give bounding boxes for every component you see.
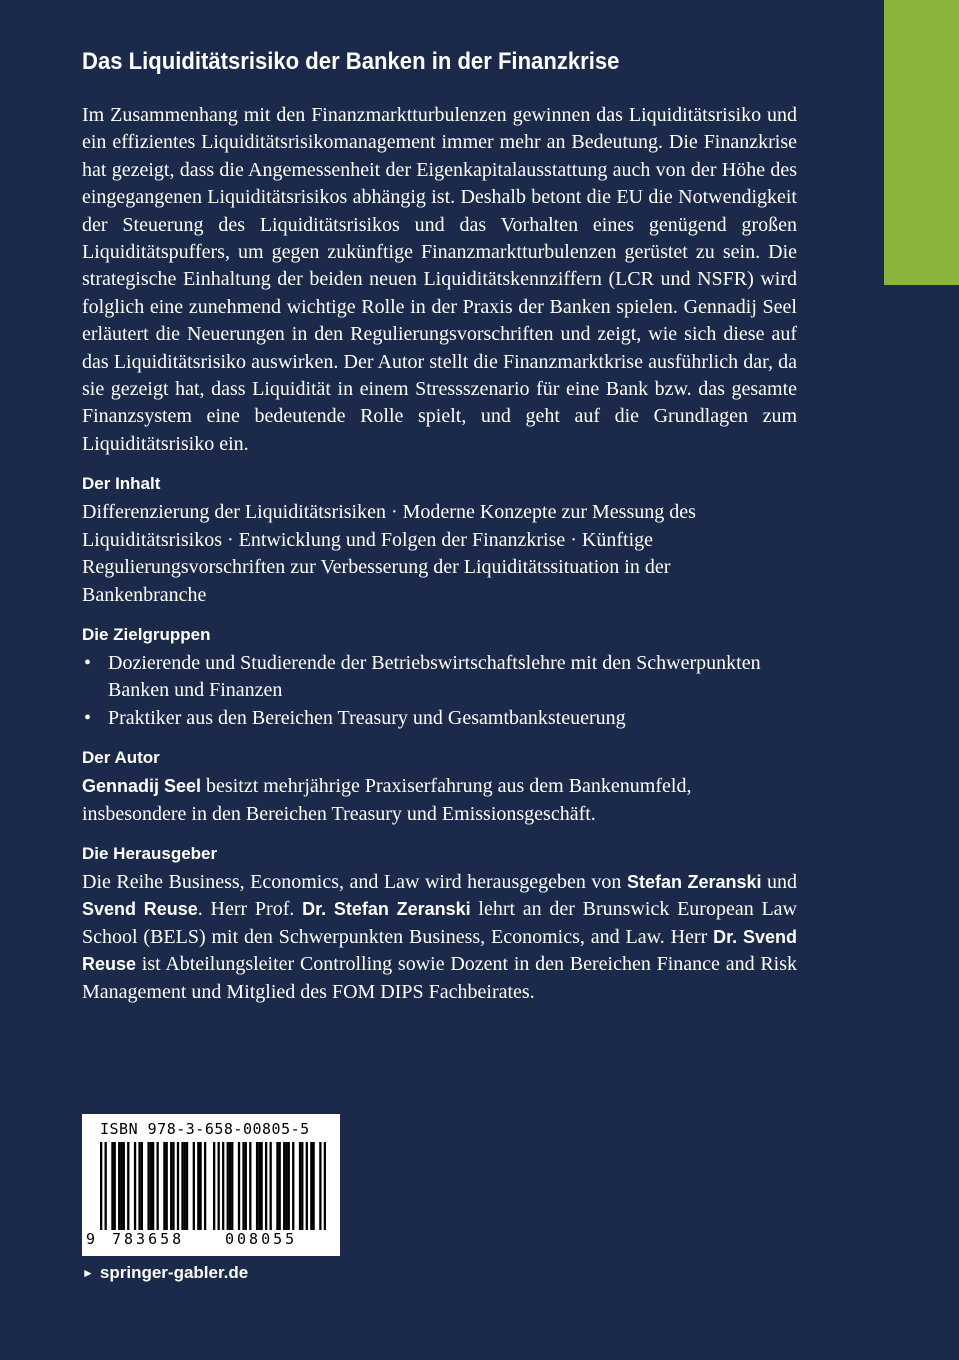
barcode-bar: [231, 1142, 233, 1230]
ean-right-digits: 008055: [225, 1230, 298, 1248]
herausgeber-text: [82, 869, 797, 1006]
arrow-right-icon: ►: [82, 1266, 94, 1280]
barcode-bar: [279, 1142, 281, 1230]
barcode-bar: [306, 1142, 308, 1230]
barcode-bar: [319, 1142, 321, 1230]
barcode-bar: [184, 1142, 186, 1230]
barcode-bar: [270, 1142, 272, 1230]
barcode-bar: [222, 1142, 224, 1230]
autor-text: [82, 773, 797, 828]
barcode-bar: [312, 1142, 314, 1230]
barcode-bar: [141, 1142, 143, 1230]
barcode-bar: [197, 1142, 199, 1230]
barcode-bar: [111, 1142, 113, 1230]
barcode-bar: [229, 1142, 231, 1230]
barcode-icon: [100, 1142, 326, 1230]
barcode-bar: [157, 1142, 159, 1230]
publisher-url: springer-gabler.de: [99, 1263, 249, 1282]
publisher-link[interactable]: [82, 1263, 248, 1283]
barcode-bar: [283, 1142, 285, 1230]
editor-name: Svend Reuse: [82, 899, 198, 920]
barcode-bar: [166, 1142, 168, 1230]
intro-paragraph: Im Zusammenhang mit den Finanzmarktturbulenzen gewinnen das Liquiditätsrisiko und ein effizientes Liquiditätsrisikomanagement immer mehr an Bedeutung. Die Finanzkrise hat gezeigt, dass die Angemessenheit der Eigenkapitalausstattung auch von der Höhe des eingegangenen Liquiditätsrisikos abhängig ist. Deshalb betont die EU die Notwendigkeit der Steuerung des Liquiditätsrisikos und das Vorhalten eines genügend großen Liquiditätspuffers, um gegen zukünftige Finanzmarktturbulenzen gerüstet zu sein. Die strategische Einhaltung der beiden neuen Liquiditätskennziffern (LCR und NSFR) wird folglich eine zunehmend wichtige Rolle in der Praxis der Banken spielen. Gennadij Seel erläutert die Neuerungen in den Regulierungsvorschriften und zeigt, wie sich diese auf das Liquiditätsrisiko auswirken. Der Autor stellt die Finanzmarktkrise ausführlich dar, da sie gezeigt hat, dass Liquidität in einem Stressszenario für eine Bank bzw. das gesamte Finanzsystem eine bedeutende Rolle spielt, und geht auf die Grundlagen zum Liquiditätsrisiko ein.: [82, 104, 797, 455]
ean-left-digits: 783658: [112, 1230, 185, 1248]
barcode-bar: [245, 1142, 247, 1230]
inhalt-text: Differenzierung der Liquiditätsrisiken · Moderne Konzepte zur Messung des Liquiditätsrisikos · Entwicklung und Folgen der Finanzkrise · Künftige Regulierungsvorschriften zur Verbesserung der Liquiditätssituation in der Bankenbranche: [82, 501, 696, 606]
editor-name: Dr. Stefan Zeranski: [302, 899, 471, 920]
inhalt-heading: Der Inhalt: [82, 474, 161, 494]
barcode-bar: [310, 1142, 312, 1230]
list-item: [82, 650, 797, 705]
barcode-bar: [105, 1142, 107, 1230]
book-title: Das Liquiditätsrisiko der Banken in der Finanzkrise: [82, 48, 620, 75]
barcode-bar: [249, 1142, 251, 1230]
herausgeber-heading: Die Herausgeber: [82, 843, 218, 863]
barcode-bar: [170, 1142, 172, 1230]
barcode-bar: [299, 1142, 301, 1230]
back-cover-content: [82, 46, 797, 1006]
bullet-icon: •: [84, 651, 92, 674]
barcode-bar: [181, 1142, 183, 1230]
barcode-bar: [100, 1142, 102, 1230]
barcode-bar: [242, 1142, 244, 1230]
barcode-bar: [227, 1142, 229, 1230]
barcode-bar: [324, 1142, 326, 1230]
barcode-bar: [218, 1142, 220, 1230]
barcode-bar: [127, 1142, 129, 1230]
barcode-bar: [186, 1142, 188, 1230]
text-segment: lehrt an der Brunswick European Law School (BELS) mit den Schwerpunkten Business, Economics, and Law. Herr: [82, 898, 797, 948]
barcode-bar: [276, 1142, 278, 1230]
barcode-bar: [265, 1142, 267, 1230]
barcode-bar: [134, 1142, 136, 1230]
editor-name: Stefan Zeranski: [626, 871, 762, 892]
bullet-icon: •: [84, 706, 92, 729]
accent-bar: [884, 0, 959, 285]
barcode-bar: [114, 1142, 116, 1230]
text-segment: Die Reihe Business, Economics, and Law wird herausgegeben von: [82, 870, 627, 893]
barcode-bar: [147, 1142, 149, 1230]
barcode-bar: [138, 1142, 140, 1230]
barcode-bar: [120, 1142, 122, 1230]
autor-heading: Der Autor: [82, 748, 160, 768]
barcode-bar: [258, 1142, 260, 1230]
ean-first-digit: 9: [86, 1230, 96, 1248]
text-segment: und: [761, 870, 798, 893]
barcode-bar: [172, 1142, 174, 1230]
barcode-bar: [301, 1142, 303, 1230]
author-name: Gennadij Seel: [82, 776, 202, 797]
editor-name: Dr. Svend Reuse: [82, 926, 798, 975]
list-item-text: Dozierende und Studierende der Betriebswirtschaftslehre mit den Schwerpunkten Banken und Finanzen: [108, 651, 761, 702]
barcode-bar: [213, 1142, 215, 1230]
barcode-bar: [260, 1142, 262, 1230]
barcode-bar: [288, 1142, 290, 1230]
author-bio: besitzt mehrjährige Praxiserfahrung aus dem Bankenumfeld, insbesondere in den Bereichen Treasury und Emissionsgeschäft.: [82, 775, 692, 825]
barcode-bar: [238, 1142, 240, 1230]
list-item-text: Praktiker aus den Bereichen Treasury und Gesamtbanksteuerung: [108, 706, 626, 729]
barcode-bar: [285, 1142, 287, 1230]
barcode-bar: [123, 1142, 125, 1230]
text-segment: . Herr Prof.: [197, 898, 303, 921]
barcode-bar: [163, 1142, 165, 1230]
barcode-bar: [193, 1142, 195, 1230]
barcode-bar: [150, 1142, 152, 1230]
barcode-bar: [118, 1142, 120, 1230]
isbn-label: ISBN 978-3-658-00805-5: [100, 1120, 310, 1138]
barcode-bar: [204, 1142, 206, 1230]
zielgruppen-list: [82, 650, 797, 732]
list-item: [82, 705, 797, 732]
text-segment: ist Abteilungsleiter Controlling sowie Dozent in den Bereichen Finance and Risk Management und Mitglied des FOM DIPS Fachbeirates.: [82, 953, 797, 1003]
barcode-bar: [152, 1142, 154, 1230]
zielgruppen-heading: Die Zielgruppen: [82, 624, 211, 644]
barcode-bar: [199, 1142, 201, 1230]
isbn-barcode-box: [82, 1114, 340, 1256]
barcode-bar: [177, 1142, 179, 1230]
barcode-bar: [292, 1142, 294, 1230]
barcode-bar: [256, 1142, 258, 1230]
